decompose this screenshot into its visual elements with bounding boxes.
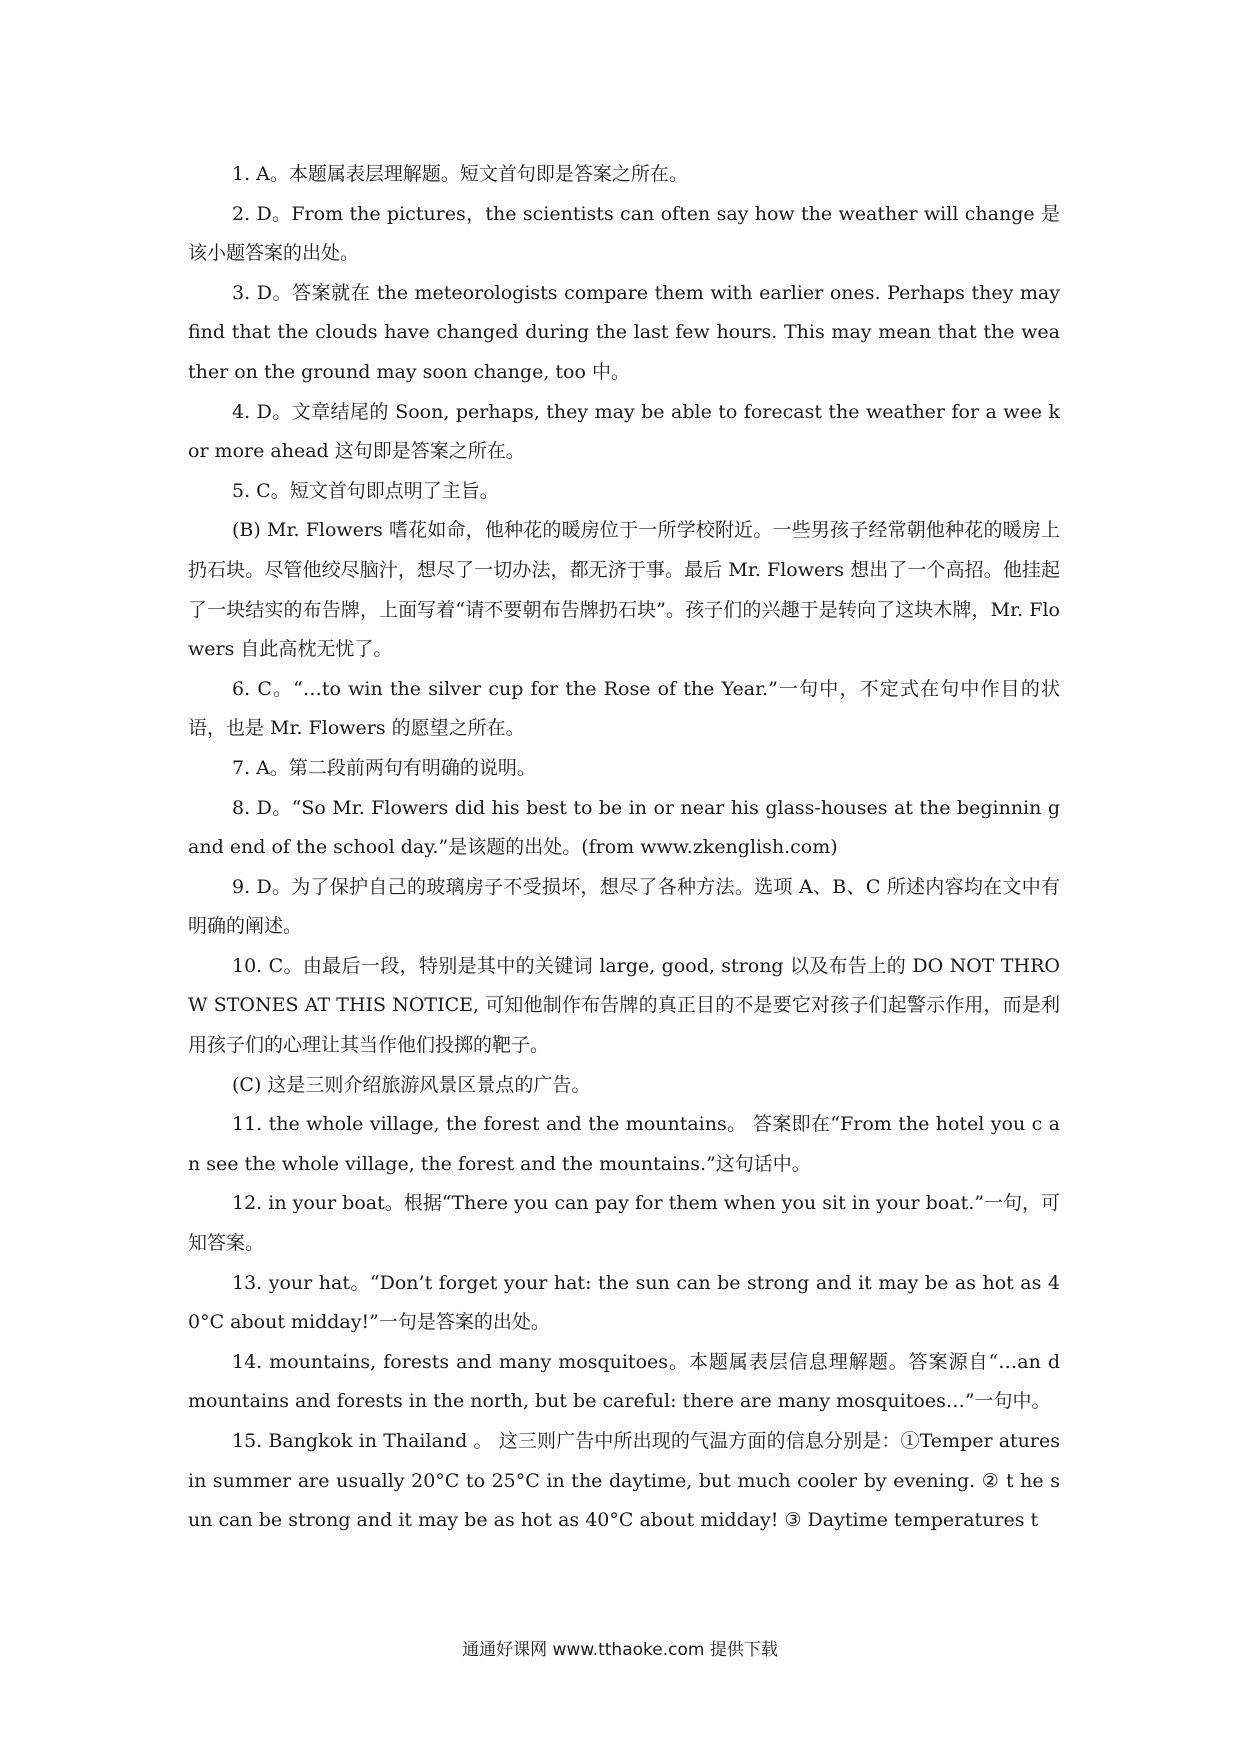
- answer-paragraph-8: 8. D。“So Mr. Flowers did his best to be in or near his glass-houses at the beginnin g and end of the school day.”是该题的出处。(from www.zkenglish.com): [188, 796, 1060, 859]
- answer-paragraph-6: 6. C。“…to win the silver cup for the Rose of the Year.”一句中，不定式在句中作目的状语，也是 Mr. Flowers 的愿望之所在。: [188, 677, 1060, 740]
- answer-paragraph-7: 7. A。第二段前两句有明确的说明。: [232, 756, 536, 779]
- answer-paragraph-12: 12. in your boat。根据“There you can pay for them when you sit in your boat.”一句，可知答案。: [188, 1192, 1060, 1255]
- answer-paragraph-9: 9. D。为了保护自己的玻璃房子不受损坏，想尽了各种方法。选项 A、B、C 所述内容均在文中有明确的阐述。: [188, 875, 1060, 938]
- answer-paragraph-10: 10. C。由最后一段，特别是其中的关键词 large, good, strong 以及布告上的 DO NOT THROW STONES AT THIS NOTICE, 可知他制作布告牌的真正目的不是要它对孩子们起警示作用，而是利用孩子们的心理让其当作他们投掷的靶子。: [188, 954, 1060, 1057]
- page-footer: 通通好课网 www.tthaoke.com 提供下载: [462, 1640, 778, 1660]
- answer-paragraph-1: 1. A。本题属表层理解题。短文首句即是答案之所在。: [232, 163, 688, 185]
- answer-paragraph-5: 5. C。短文首句即点明了主旨。: [232, 479, 499, 502]
- answer-paragraph-3: 3. D。答案就在 the meteorologists compare them with earlier ones. Perhaps they may find that the clouds have changed during the last few hours. This may mean that the wea ther on the ground may soon change, too 中。: [188, 281, 1060, 383]
- answer-paragraph-14: 14. mountains, forests and many mosquitoes。本题属表层信息理解题。答案源自“…an d mountains and forests in the north, but be careful: there are many mosquitoes…”一句中。: [188, 1350, 1060, 1413]
- answer-paragraph-4: 4. D。文章结尾的 Soon, perhaps, they may be able to forecast the weather for a wee k or more ahead 这句即是答案之所在。: [188, 400, 1060, 463]
- answer-paragraph-15: 15. Bangkok in Thailand 。 这三则广告中所出现的气温方面的信息分别是：①Temper atures in summer are usually 20°C to 25°C in the daytime, but much cooler by evening. ② t he sun can be strong and it may be as hot as 40°C about midday! ③ Daytime temperatures t: [188, 1430, 1060, 1532]
- document-body: [188, 155, 1060, 1541]
- answer-paragraph-13: 13. your hat。“Don’t forget your hat: the sun can be strong and it may be as hot as 40°C about midday!”一句是答案的出处。: [188, 1271, 1060, 1334]
- section-c-summary: (C) 这是三则介绍旅游风景区景点的广告。: [232, 1073, 591, 1096]
- answer-paragraph-2: 2. D。From the pictures，the scientists can often say how the weather will change 是该小题答案的出处。: [188, 202, 1060, 265]
- section-b-summary: (B) Mr. Flowers 嗜花如命，他种花的暖房位于一所学校附近。一些男孩子经常朝他种花的暖房上扔石块。尽管他绞尽脑汁，想尽了一切办法，都无济于事。最后 Mr. Flowers 想出了一个高招。他挂起了一块结实的布告牌，上面写着“请不要朝布告牌扔石块”。孩子们的兴趣于是转向了这块木牌，Mr. Flowers 自此高枕无忧了。: [188, 519, 1060, 661]
- answer-paragraph-11: 11. the whole village, the forest and the mountains。 答案即在“From the hotel you c an see the whole village, the forest and the mountains.”这句话中。: [188, 1113, 1060, 1175]
